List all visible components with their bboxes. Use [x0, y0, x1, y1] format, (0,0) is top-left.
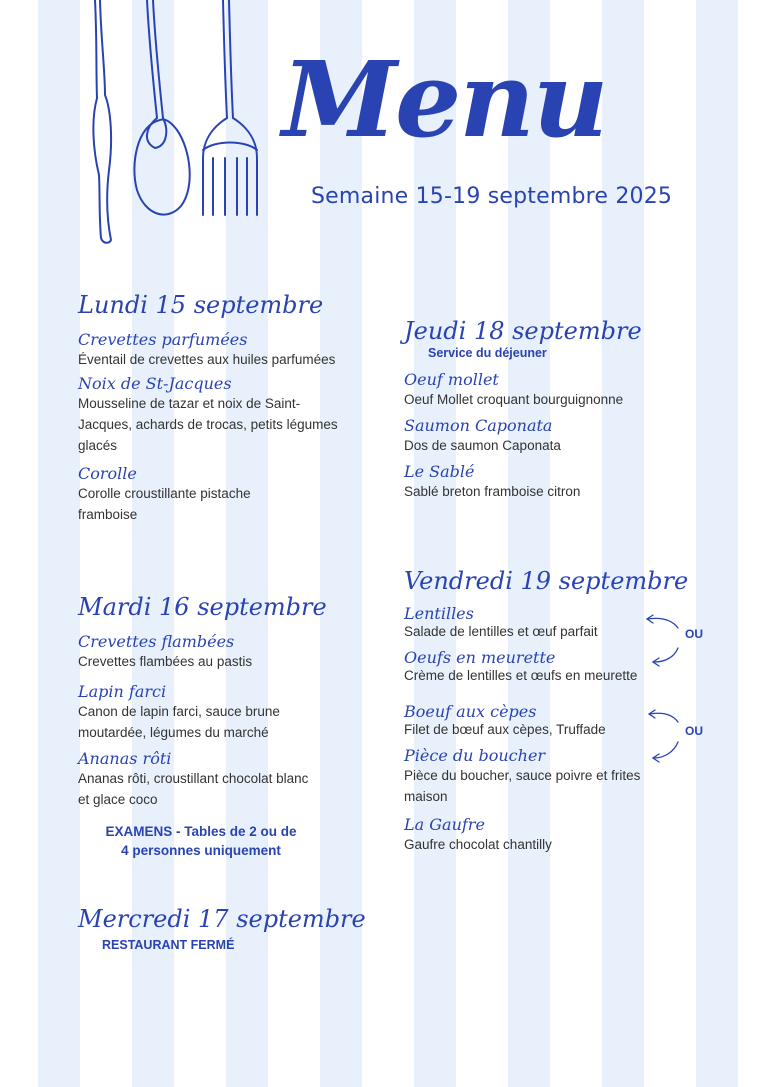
- dish-name: Le Sablé: [404, 462, 475, 481]
- fork-icon: [203, 0, 257, 215]
- dish-name: Crevettes parfumées: [78, 330, 248, 349]
- menu-title: Menu: [282, 38, 607, 161]
- left-column-mercredi: [78, 904, 378, 952]
- dish-name: Oeuf mollet: [404, 370, 499, 389]
- dish-description: Ananas rôti, croustillant chocolat blanc et glace coco: [78, 771, 309, 807]
- dish-description: Canon de lapin farci, sauce brune moutardée, légumes du marché: [78, 704, 280, 740]
- spoon-icon: [134, 0, 189, 215]
- or-label: OU: [685, 627, 703, 641]
- exam-notice: [78, 822, 324, 860]
- exam-notice-line1: EXAMENS - Tables de 2 ou de: [105, 824, 297, 839]
- dish-name: Corolle: [78, 464, 137, 483]
- day-heading-jeudi: Jeudi 18 septembre: [404, 317, 642, 345]
- dish-description: Sablé breton framboise citron: [404, 484, 581, 499]
- right-column-jeudi: [404, 316, 704, 502]
- day-heading-mercredi: Mercredi 17 septembre: [78, 905, 366, 933]
- dish-name: Ananas rôti: [78, 749, 172, 768]
- or-label: OU: [685, 724, 703, 738]
- day-heading-lundi: Lundi 15 septembre: [78, 291, 324, 319]
- dish-description: Filet de bœuf aux cèpes, Truffade: [404, 722, 606, 737]
- dish-description: Gaufre chocolat chantilly: [404, 837, 552, 852]
- dish-description: Crevettes flambées au pastis: [78, 654, 253, 669]
- dish-description: Oeuf Mollet croquant bourguignonne: [404, 392, 624, 407]
- dish-description: Crème de lentilles et œufs en meurette: [404, 668, 638, 683]
- dish-name: Lentilles: [404, 604, 474, 623]
- curved-arrow-icon: [640, 610, 690, 670]
- closed-notice: RESTAURANT FERMÉ: [102, 938, 235, 952]
- dish-name: La Gaufre: [404, 815, 485, 834]
- day-heading-mardi: Mardi 16 septembre: [78, 593, 327, 621]
- dish-name: Boeuf aux cèpes: [404, 702, 537, 721]
- lunch-service-note: Service du déjeuner: [428, 346, 547, 360]
- exam-notice-line2: 4 personnes uniquement: [121, 843, 281, 858]
- dish-name: Lapin farci: [78, 682, 167, 701]
- dish-name: Crevettes flambées: [78, 632, 235, 651]
- dish-description: Salade de lentilles et œuf parfait: [404, 624, 598, 639]
- dish-description: Pièce du boucher, sauce poivre et frites maison: [404, 768, 641, 804]
- dish-name: Pièce du boucher: [404, 746, 546, 765]
- dish-description: Corolle croustillante pistache framboise: [78, 486, 251, 522]
- dish-description: Mousseline de tazar et noix de Saint-Jacques, achards de trocas, petits légumes glacés: [78, 396, 338, 453]
- week-subtitle: Semaine 15-19 septembre 2025: [311, 184, 673, 209]
- dish-description: Éventail de crevettes aux huiles parfumées: [78, 352, 336, 367]
- curved-arrow-icon: [640, 704, 690, 766]
- dish-name: Noix de St-Jacques: [78, 374, 232, 393]
- left-column-mardi: [78, 592, 350, 860]
- dish-description: Dos de saumon Caponata: [404, 438, 561, 453]
- day-heading-vendredi: Vendredi 19 septembre: [404, 567, 689, 595]
- dish-name: Saumon Caponata: [404, 416, 553, 435]
- left-column: [78, 290, 350, 525]
- knife-icon: [93, 0, 111, 243]
- dish-name: Oeufs en meurette: [404, 648, 556, 667]
- cutlery-illustration: [75, 0, 265, 250]
